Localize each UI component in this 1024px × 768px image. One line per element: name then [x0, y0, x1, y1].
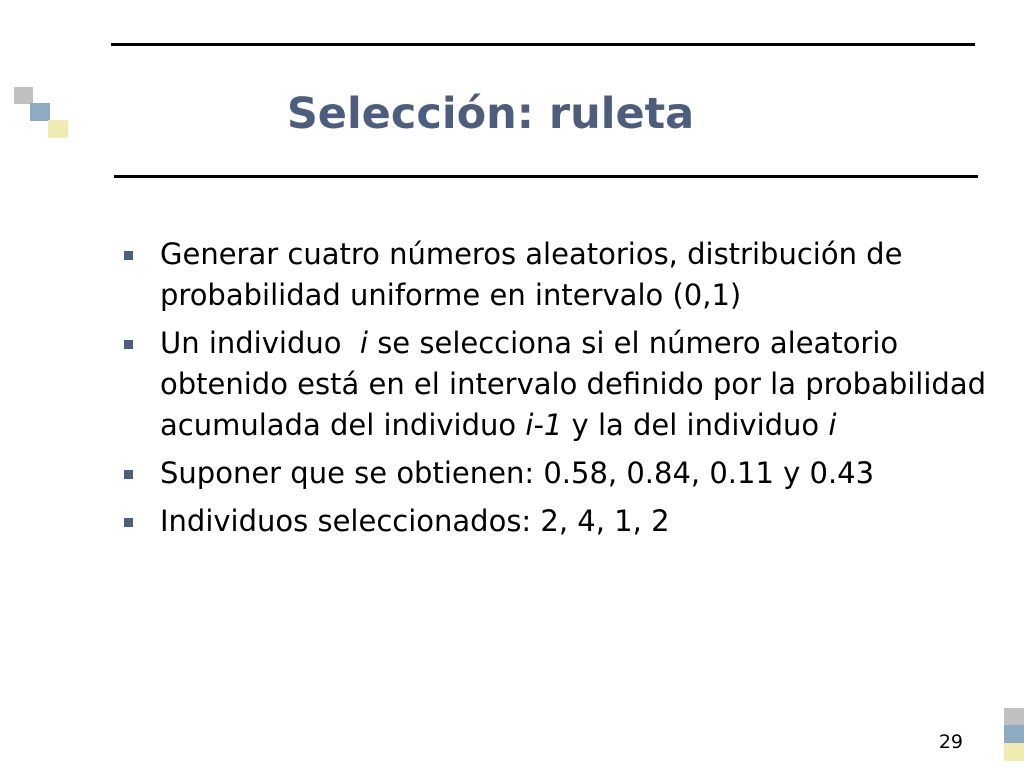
title-rule-bottom [114, 175, 978, 178]
slide-title-text: Selección: ruleta [286, 89, 695, 139]
slide-title [111, 88, 1024, 140]
bullet-item [160, 501, 990, 542]
bullet-text: Individuos seleccionados: 2, 4, 1, 2 [160, 504, 670, 538]
bullet-text-italic: i [359, 326, 368, 360]
bullet-item [160, 453, 990, 494]
bullet-item [160, 323, 996, 446]
bullet-square-icon [124, 518, 133, 527]
bullet-square-icon [124, 251, 133, 260]
bullet-square-icon [124, 470, 133, 479]
bullet-square-icon [124, 340, 133, 349]
bullet-text: Suponer que se obtienen: 0.58, 0.84, 0.11 y 0.43 [160, 456, 875, 490]
bullet-text: Un individuo [160, 326, 360, 360]
decor-square-gray [14, 87, 33, 104]
decor-square-yellow [48, 120, 68, 138]
bullet-text-italic: i-1 [525, 408, 563, 442]
decor-square-gray [1004, 708, 1024, 726]
bullet-list [160, 234, 996, 549]
bullet-text: se selecciona si el número aleatorio obtenido está en el intervalo definido por la probabilidad acumulada del individuo [160, 326, 996, 442]
decor-square-yellow [1004, 743, 1024, 761]
bullet-text-italic: i [828, 408, 837, 442]
page-number: 29 [938, 731, 963, 753]
decor-square-blue [1004, 725, 1024, 743]
bullet-text: y la del individuo [562, 408, 829, 442]
decor-square-blue [30, 103, 50, 121]
bullet-item [160, 234, 990, 316]
title-rule-top [111, 43, 975, 46]
bullet-text: Generar cuatro números aleatorios, distribución de probabilidad uniforme en intervalo (0,1) [160, 237, 912, 312]
